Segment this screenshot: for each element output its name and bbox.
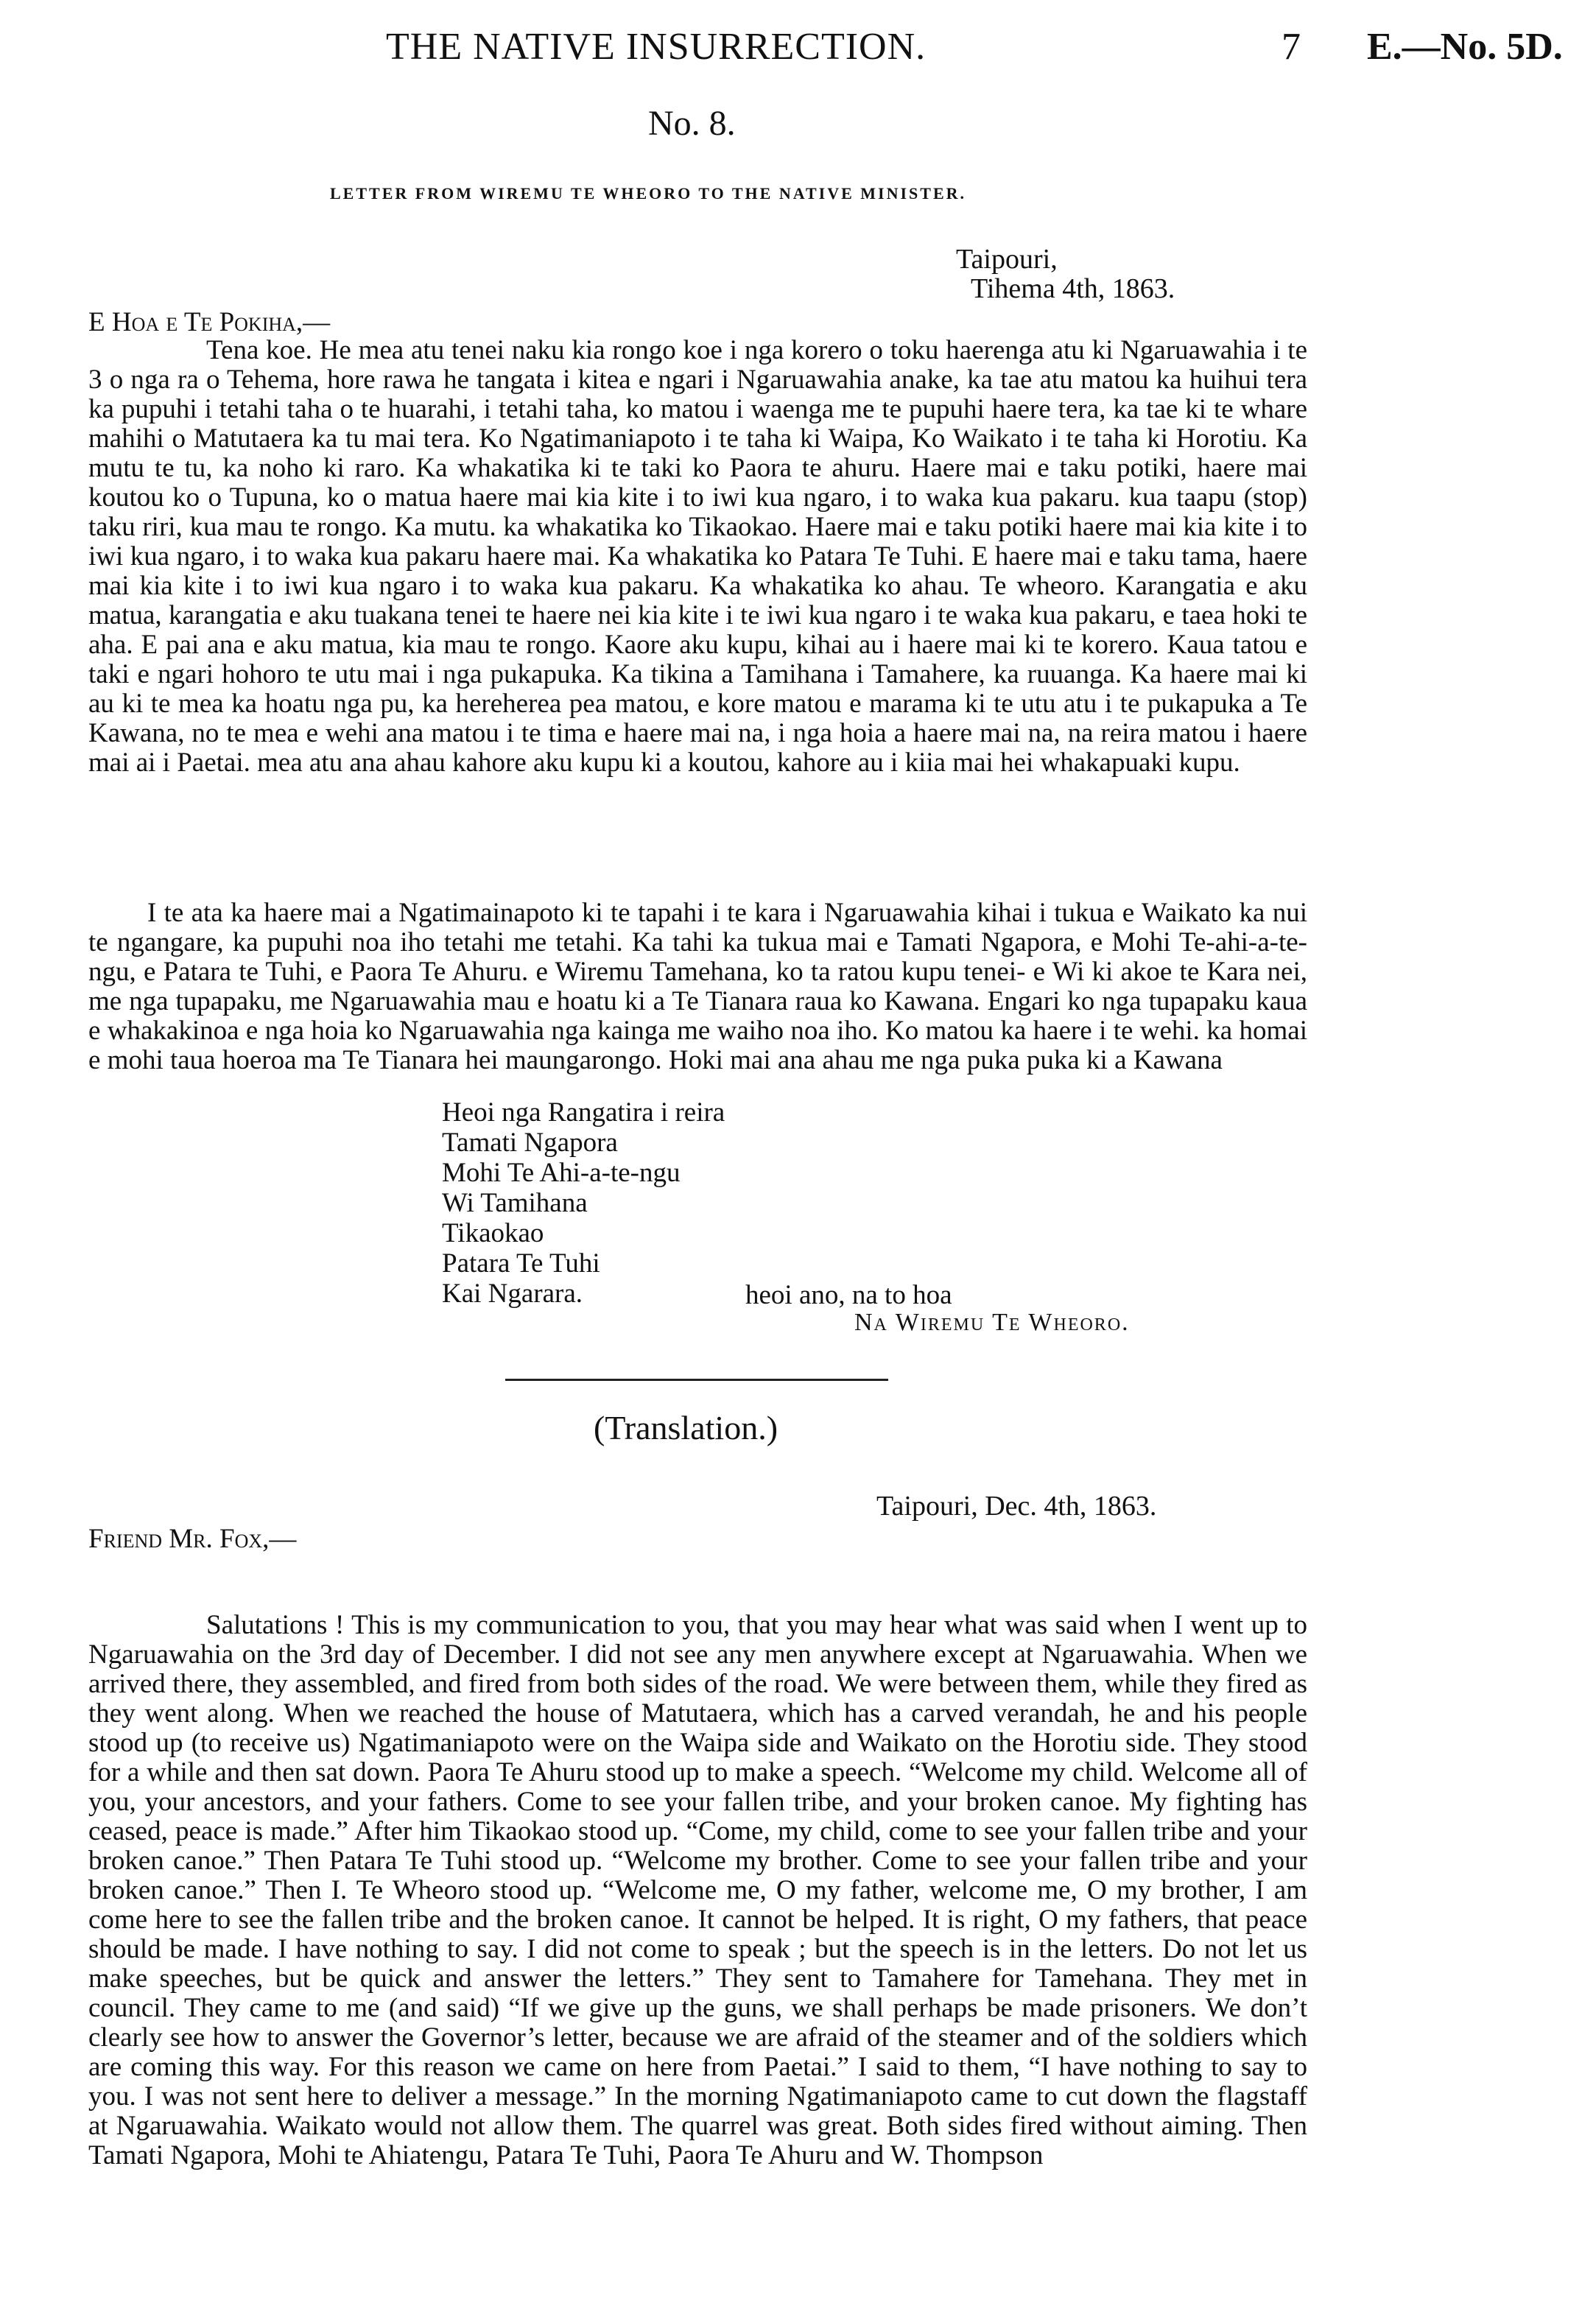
chiefs-list-item: Patara Te Tuhi — [442, 1248, 600, 1279]
chiefs-list-item: Kai Ngarara. — [442, 1279, 583, 1309]
chiefs-list-item: Tikaokao — [442, 1218, 544, 1248]
letter-place: Taipouri, — [956, 244, 1058, 275]
document-reference: E.—No. 5D. — [1367, 26, 1563, 68]
letter-paragraph-2 — [88, 899, 1307, 1075]
paragraph-text: Salutations ! This is my communication to you, that you may hear what was said when I went up to Ngaruawahia on the 3rd day of December. I did not see any men anywhere except at Ngaruawahia. When we arrived there, they assembled, and fired from both sides of the road. We were between them, while they fired as they went along. When we reached the house of Matutaera, which has a carved verandah, he and his people stood up (to receive us) Ngatimaniapoto were on the Waipa side and Waikato on the Horotiu side. They stood for a while and then sat down. Paora Te Ahuru stood up to make a speech. “Welcome my child. Welcome all of you, your ancestors, and your fathers. Come to see your fallen tribe, and your broken canoe. My fighting has ceased, peace is made.” After him Tikaokao stood up. “Come, my child, come to see your fallen tribe and your broken canoe.” Then Patara Te Tuhi stood up. “Welcome my brother. Come to see your fallen tribe and your broken canoe.” Then I. Te Wheoro stood up. “Welcome me, O my father, welcome me, O my brother, I am come here to see the fallen tribe and the broken canoe. It cannot be helped. It is right, O my fathers, that peace should be made. I have nothing to say. I did not come to speak ; but the speech is in the letters. Do not let us make speeches, but be quick and answer the letters.” They sent to Tamahere for Tamehana. They met in council. They came to me (and said) “If we give up the guns, we shall perhaps be made prisoners. We don’t clearly see how to answer the Governor’s letter, because we are afraid of the steamer and of the soldiers which are coming this way. For this reason we came on here from Paetai.” I said to them, “I have nothing to say to you. I was not sent here to deliver a message.” In the morning Ngatimaniapoto came to cut down the flagstaff at Ngaruawahia. Waikato would not allow them. The quarrel was great. Both sides fired without aiming. Then Tamati Ngapora, Mohi te Ahiatengu, Patara Te Tuhi, Paora Te Ahuru and W. Thompson — [88, 1610, 1307, 2170]
letter-date: Tihema 4th, 1863. — [971, 273, 1175, 304]
chiefs-list-item: Wi Tamihana — [442, 1188, 588, 1218]
chiefs-list-item: Heoi nga Rangatira i reira — [442, 1097, 725, 1128]
letter-caption: LETTER FROM WIREMU TE WHEORO TO THE NATIVE MINISTER. — [330, 184, 967, 203]
page-number: 7 — [1282, 26, 1301, 68]
translation-salutation: Friend Mr. Fox,— — [88, 1524, 297, 1554]
paragraph-text: I te ata ka haere mai a Ngatimainapoto ki te tapahi i te kara i Ngaruawahia kihai i tukua e Waikato ka nui te ngangare, ka pupuhi noa iho tetahi me tetahi. Ka tahi ka tukua mai e Tamati Ngapora, e Mohi Te-ahi-a-te-ngu, e Patara te Tuhi, e Paora Te Ahuru. e Wiremu Tamehana, ko ta ratou kupu tenei- e Wi ki akoe te Kara nei, me nga tupapaku, me Ngaruawahia mau e hoatu ki a Te Tianara raua ko Kawana. Engari ko nga tupapaku kaua e whakakinoa e nga hoia ko Ngaruawahia nga kainga me waiho noa iho. Ko matou ka haere i te wehi. ka homai e mohi taua hoeroa ma Te Tianara hei maungarongo. Hoki mai ana ahau me nga puka puka ki a Kawana — [88, 898, 1307, 1075]
section-divider — [505, 1379, 888, 1381]
letter-salutation: E Hoa e Te Pokiha,— — [88, 307, 331, 337]
letter-closing: heoi ano, na to hoa — [745, 1280, 952, 1310]
paragraph-text: Tena koe. He mea atu tenei naku kia rongo koe i nga korero o toku haerenga atu ki Ngaruawahia i te 3 o nga ra o Tehema, hore rawa he tangata i kitea e ngari i Ngaruawahia anake, ka tae atu matou ka huihui tera ka pupuhi i tetahi taha o te huarahi, i tetahi taha, ko matou i waenga me te pupuhi haere tera, ka tae ki te whare mahihi o Matutaera ka tu mai tera. Ko Ngatimaniapoto i te taha ki Waipa, Ko Waikato i te taha ki Horotiu. Ka mutu te tu, ka noho ki raro. Ka whakatika ki te taki ko Paora te ahuru. Haere mai e taku potiki, haere mai koutou ko o Tupuna, ko o matua haere mai kia kite i to iwi kua ngaro, i to waka kua pakaru. kua taapu (stop) taku riri, kua mau te rongo. Ka mutu. ka whakatika ko Tikaokao. Haere mai e taku potiki haere mai kia kite i to iwi kua ngaro, i to waka kua pakaru haere mai. Ka whakatika ko Patara Te Tuhi. E haere mai e taku tama, haere mai kia kite i to iwi kua ngaro i to waka kua pakaru. Ka whakatika ko ahau. Te wheoro. Karangatia e aku matua, karangatia e aku tuakana tenei te haere nei kia kite i te iwi kua ngaro i te waka kua pakaru, e taea hoki te aha. E pai ana e aku matua, kia mau te rongo. Kaore aku kupu, kihai au i haere mai ki te korero. Kaua tatou e taki e ngari hohoro te utu mai i nga pukapuka. Ka tikina a Tamihana i Tamahere, ka ruuanga. Ka haere mai ki au ki te mea ka hoatu nga pu, ka hereherea pea matou, e kore matou e marama ki te utu atu i te pukapuka a Te Kawana, no te mea e wehi ana matou i te tima e haere mai na, i nga hoia a haere mai na, na reira matou i haere mai ai i Paetai. mea atu ana ahau kahore aku kupu ki a koutou, kahore au i kiia mai hei whakapuaki kupu. — [88, 335, 1307, 778]
letter-paragraph-1 — [88, 336, 1307, 778]
translation-heading: (Translation.) — [594, 1409, 778, 1446]
chiefs-list-item: Tamati Ngapora — [442, 1128, 618, 1158]
document-number: No. 8. — [648, 104, 736, 143]
chiefs-list-item: Mohi Te Ahi-a-te-ngu — [442, 1158, 681, 1188]
chiefs-list — [442, 1097, 725, 1309]
translation-place-date: Taipouri, Dec. 4th, 1863. — [876, 1491, 1157, 1522]
translation-paragraph — [88, 1611, 1307, 2170]
running-header-title: THE NATIVE INSURRECTION. — [386, 26, 927, 68]
letter-signature: Na Wiremu Te Wheoro. — [854, 1309, 1130, 1336]
